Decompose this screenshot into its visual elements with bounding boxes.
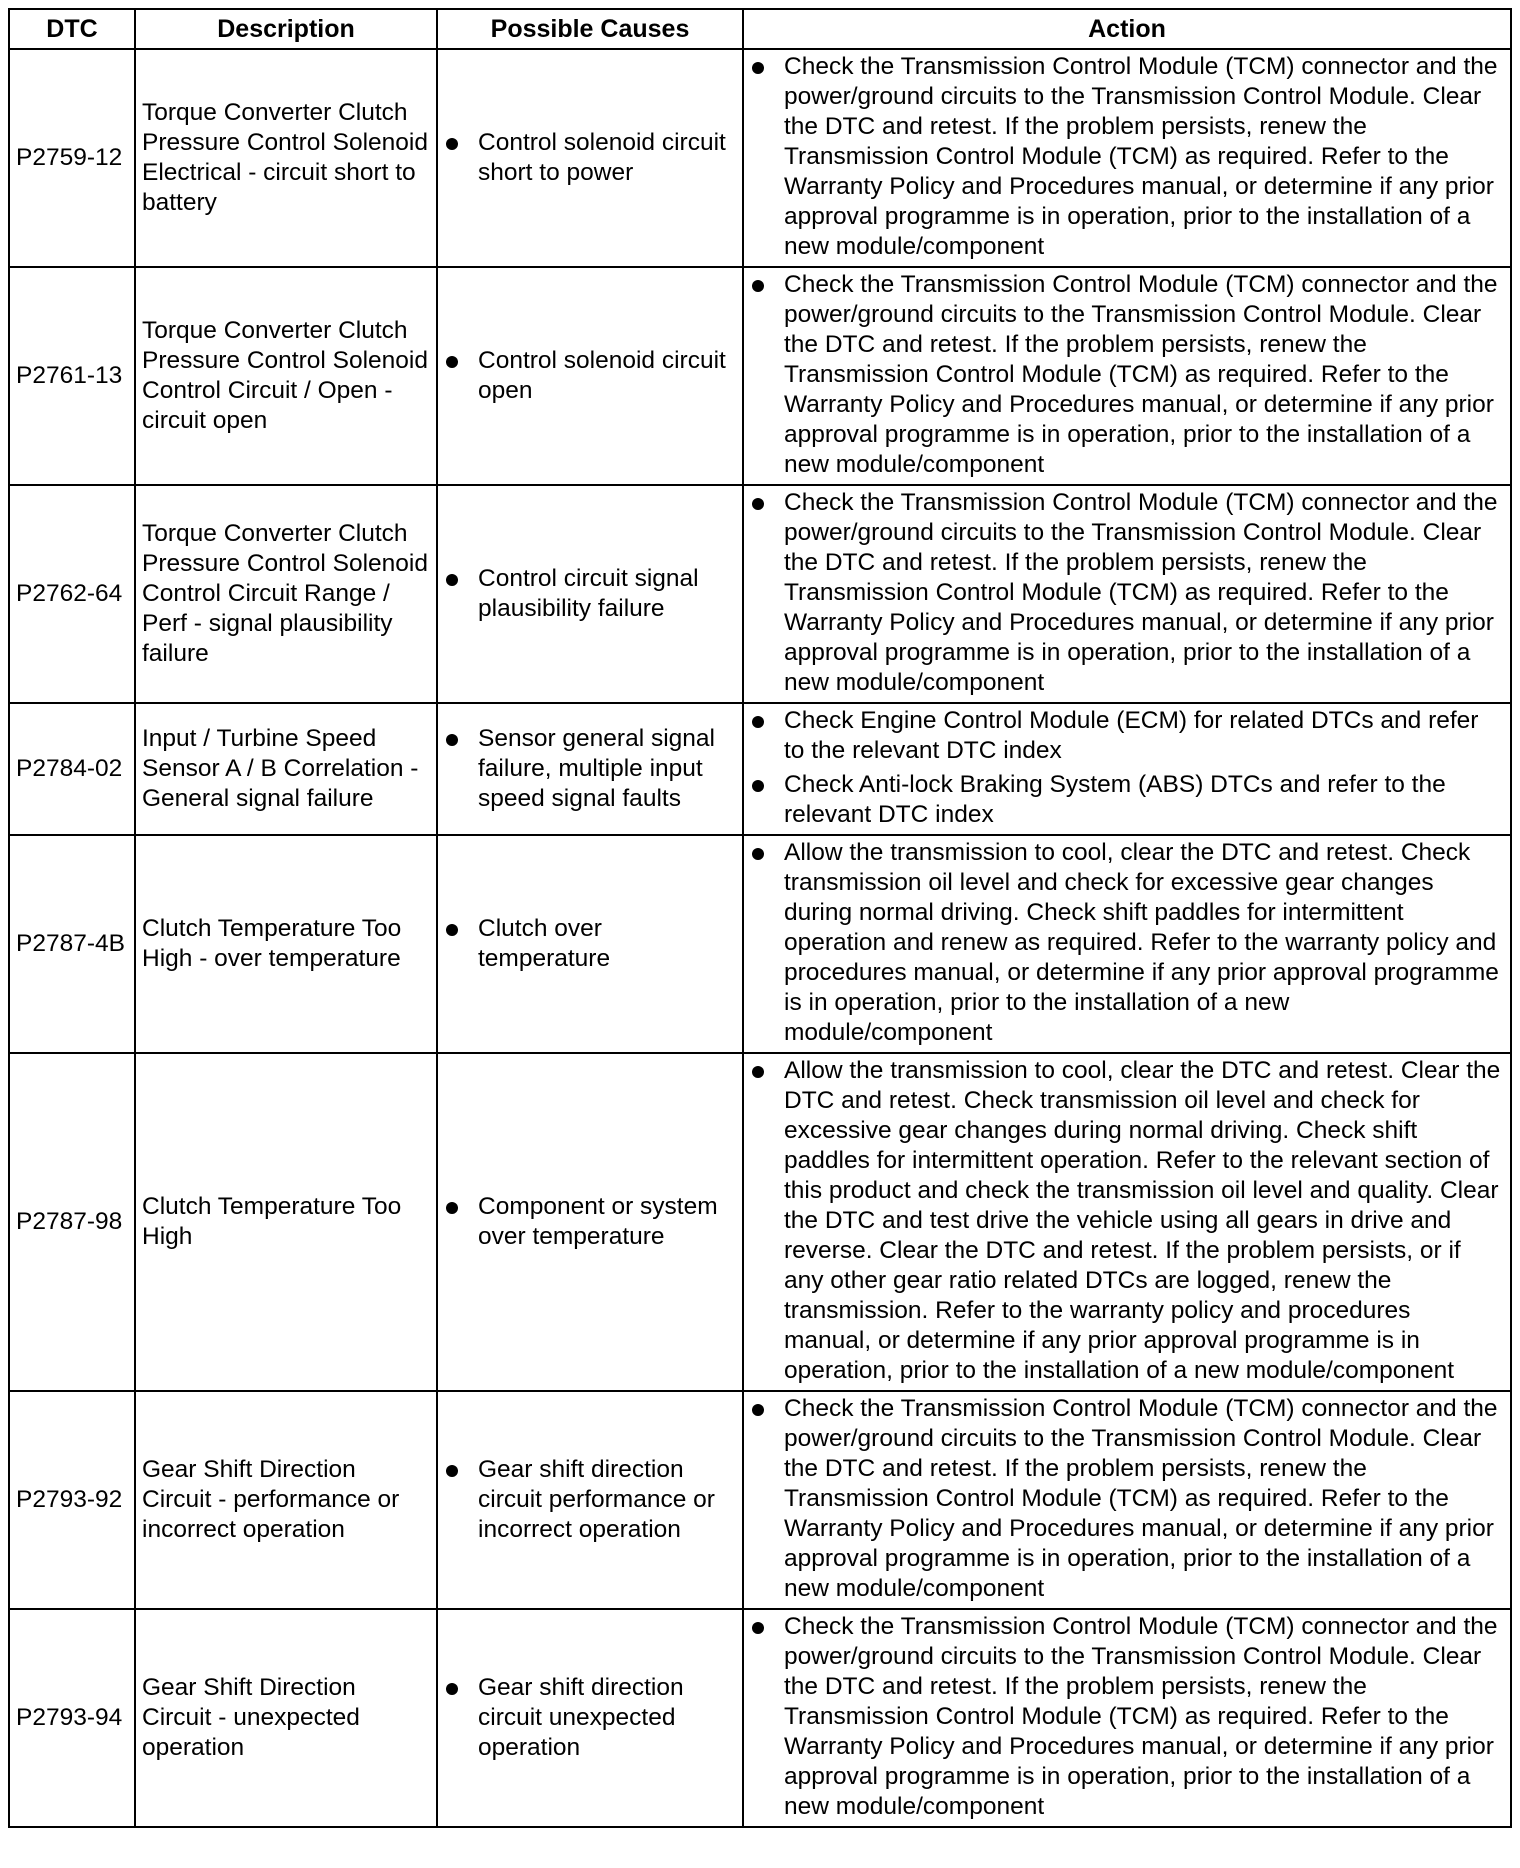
actions-list (750, 706, 1504, 830)
table-row (9, 1053, 1511, 1391)
action-cell (743, 485, 1511, 703)
possible-causes-cell (437, 1609, 743, 1827)
cause-item: Gear shift direction circuit performance or incorrect operation (444, 1455, 736, 1545)
dtc-description: Clutch Temperature Too High - over temperature (135, 835, 437, 1053)
causes-list (444, 914, 736, 974)
cause-item: Sensor general signal failure, multiple input speed signal faults (444, 724, 736, 814)
dtc-code: P2759-12 (9, 49, 135, 267)
table-row (9, 485, 1511, 703)
dtc-table (8, 8, 1512, 1828)
dtc-code: P2787-98 (9, 1053, 135, 1391)
causes-list (444, 1673, 736, 1763)
dtc-code: P2784-02 (9, 703, 135, 835)
header-action: Action (743, 9, 1511, 49)
action-cell (743, 703, 1511, 835)
action-item: Check Engine Control Module (ECM) for related DTCs and refer to the relevant DTC index (750, 706, 1504, 766)
table-row (9, 703, 1511, 835)
table-row (9, 835, 1511, 1053)
possible-causes-cell (437, 485, 743, 703)
table-row (9, 267, 1511, 485)
cause-item: Control circuit signal plausibility failure (444, 564, 736, 624)
header-description: Description (135, 9, 437, 49)
possible-causes-cell (437, 49, 743, 267)
dtc-description: Clutch Temperature Too High (135, 1053, 437, 1391)
action-item: Check the Transmission Control Module (TCM) connector and the power/ground circuits to the Transmission Control Module. Clear the DTC and retest. If the problem persists, renew the Transmission Control Module (TCM) as required. Refer to the Warranty Policy and Procedures manual, or determine if any prior approval programme is in operation, prior to the installation of a new module/component (750, 52, 1504, 262)
cause-item: Control solenoid circuit open (444, 346, 736, 406)
action-item: Allow the transmission to cool, clear the DTC and retest. Clear the DTC and retest. Check transmission oil level and check for excessive gear changes during normal driving. Check shift paddles for intermittent operation. Refer to the relevant section of this product and check the transmission oil level and quality. Clear the DTC and test drive the vehicle using all gears in drive and reverse. Clear the DTC and retest. If the problem persists, or if any other gear ratio related DTCs are logged, renew the transmission. Refer to the warranty policy and procedures manual, or determine if any prior approval programme is in operation, prior to the installation of a new module/component (750, 1056, 1504, 1386)
causes-list (444, 724, 736, 814)
possible-causes-cell (437, 835, 743, 1053)
dtc-description: Input / Turbine Speed Sensor A / B Correlation - General signal failure (135, 703, 437, 835)
possible-causes-cell (437, 703, 743, 835)
action-item: Check the Transmission Control Module (TCM) connector and the power/ground circuits to the Transmission Control Module. Clear the DTC and retest. If the problem persists, renew the Transmission Control Module (TCM) as required. Refer to the Warranty Policy and Procedures manual, or determine if any prior approval programme is in operation, prior to the installation of a new module/component (750, 1394, 1504, 1604)
actions-list (750, 1612, 1504, 1822)
table-row (9, 49, 1511, 267)
action-cell (743, 1609, 1511, 1827)
action-item: Check the Transmission Control Module (TCM) connector and the power/ground circuits to the Transmission Control Module. Clear the DTC and retest. If the problem persists, renew the Transmission Control Module (TCM) as required. Refer to the Warranty Policy and Procedures manual, or determine if any prior approval programme is in operation, prior to the installation of a new module/component (750, 270, 1504, 480)
header-possible-causes: Possible Causes (437, 9, 743, 49)
actions-list (750, 1394, 1504, 1604)
actions-list (750, 488, 1504, 698)
dtc-code: P2787-4B (9, 835, 135, 1053)
dtc-description: Gear Shift Direction Circuit - performance or incorrect operation (135, 1391, 437, 1609)
header-dtc: DTC (9, 9, 135, 49)
dtc-code: P2761-13 (9, 267, 135, 485)
table-row (9, 1391, 1511, 1609)
dtc-code: P2762-64 (9, 485, 135, 703)
possible-causes-cell (437, 1391, 743, 1609)
actions-list (750, 1056, 1504, 1386)
causes-list (444, 1455, 736, 1545)
action-cell (743, 1391, 1511, 1609)
possible-causes-cell (437, 1053, 743, 1391)
table-body (9, 49, 1511, 1827)
dtc-description: Torque Converter Clutch Pressure Control Solenoid Electrical - circuit short to battery (135, 49, 437, 267)
action-item: Allow the transmission to cool, clear the DTC and retest. Check transmission oil level and check for excessive gear changes during normal driving. Check shift paddles for intermittent operation and renew as required. Refer to the warranty policy and procedures manual, or determine if any prior approval programme is in operation, prior to the installation of a new module/component (750, 838, 1504, 1048)
action-item: Check the Transmission Control Module (TCM) connector and the power/ground circuits to the Transmission Control Module. Clear the DTC and retest. If the problem persists, renew the Transmission Control Module (TCM) as required. Refer to the Warranty Policy and Procedures manual, or determine if any prior approval programme is in operation, prior to the installation of a new module/component (750, 1612, 1504, 1822)
causes-list (444, 128, 736, 188)
action-item: Check Anti-lock Braking System (ABS) DTCs and refer to the relevant DTC index (750, 770, 1504, 830)
dtc-description: Torque Converter Clutch Pressure Control Solenoid Control Circuit Range / Perf - signal plausibility failure (135, 485, 437, 703)
dtc-code: P2793-94 (9, 1609, 135, 1827)
cause-item: Gear shift direction circuit unexpected operation (444, 1673, 736, 1763)
cause-item: Component or system over temperature (444, 1192, 736, 1252)
action-item: Check the Transmission Control Module (TCM) connector and the power/ground circuits to the Transmission Control Module. Clear the DTC and retest. If the problem persists, renew the Transmission Control Module (TCM) as required. Refer to the Warranty Policy and Procedures manual, or determine if any prior approval programme is in operation, prior to the installation of a new module/component (750, 488, 1504, 698)
table-header-row (9, 9, 1511, 49)
action-cell (743, 49, 1511, 267)
action-cell (743, 835, 1511, 1053)
actions-list (750, 270, 1504, 480)
action-cell (743, 1053, 1511, 1391)
cause-item: Control solenoid circuit short to power (444, 128, 736, 188)
actions-list (750, 52, 1504, 262)
cause-item: Clutch over temperature (444, 914, 736, 974)
dtc-code: P2793-92 (9, 1391, 135, 1609)
causes-list (444, 564, 736, 624)
dtc-description: Gear Shift Direction Circuit - unexpected operation (135, 1609, 437, 1827)
causes-list (444, 346, 736, 406)
actions-list (750, 838, 1504, 1048)
table-row (9, 1609, 1511, 1827)
possible-causes-cell (437, 267, 743, 485)
causes-list (444, 1192, 736, 1252)
action-cell (743, 267, 1511, 485)
dtc-description: Torque Converter Clutch Pressure Control Solenoid Control Circuit / Open - circuit open (135, 267, 437, 485)
